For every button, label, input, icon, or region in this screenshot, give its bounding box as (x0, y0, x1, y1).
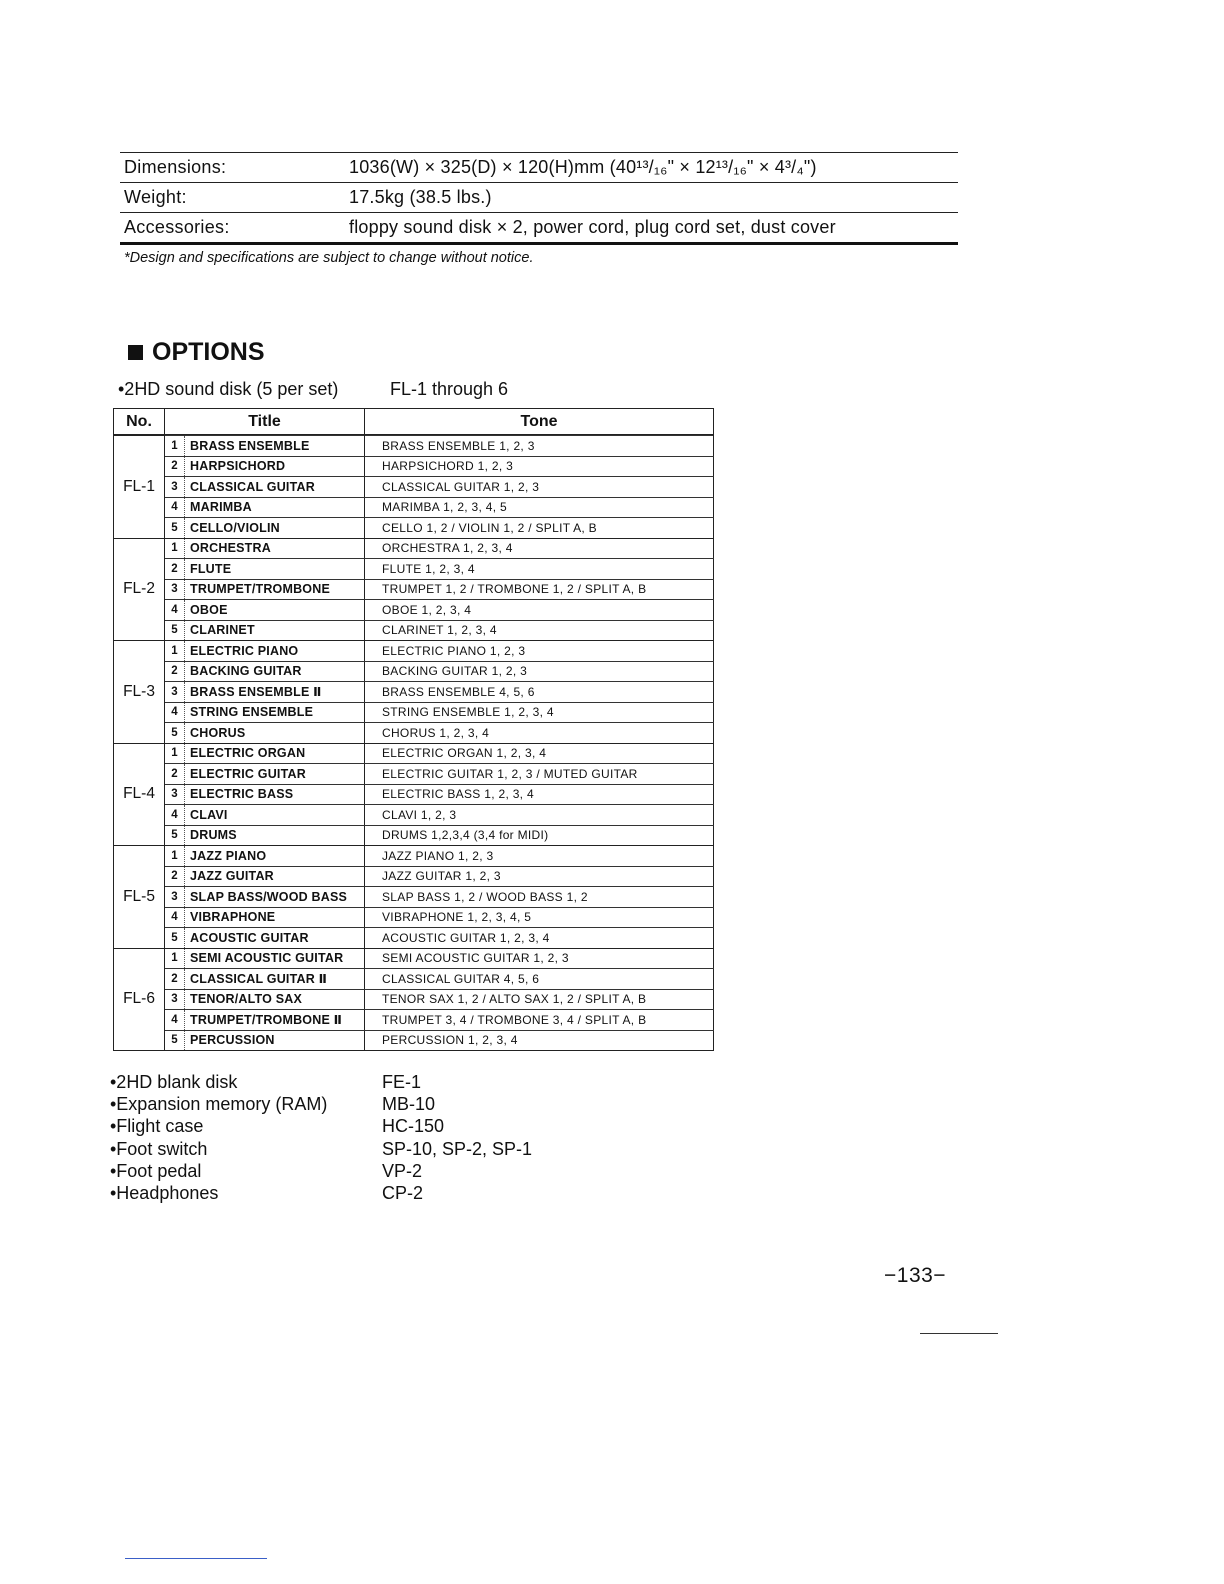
table-header-row (114, 409, 714, 435)
table-row (114, 887, 714, 908)
item-tone: DRUMS 1,2,3,4 (3,4 for MIDI) (365, 825, 714, 846)
item-tone: PERCUSSION 1, 2, 3, 4 (365, 1030, 714, 1051)
item-tone: TRUMPET 1, 2 / TROMBONE 1, 2 / SPLIT A, B (365, 579, 714, 600)
table-row (114, 559, 714, 580)
item-tone: ELECTRIC GUITAR 1, 2, 3 / MUTED GUITAR (365, 764, 714, 785)
table-row (114, 477, 714, 498)
item-tone: CLASSICAL GUITAR 1, 2, 3 (365, 477, 714, 498)
accessory-model: HC-150 (382, 1116, 445, 1137)
item-tone: SLAP BASS 1, 2 / WOOD BASS 1, 2 (365, 887, 714, 908)
item-title: BACKING GUITAR (185, 661, 365, 682)
item-index: 4 (165, 805, 185, 826)
item-index: 4 (165, 600, 185, 621)
spec-value: 17.5kg (38.5 lbs.) (349, 187, 492, 207)
accessory-name: •Foot pedal (110, 1160, 202, 1181)
table-row (114, 518, 714, 539)
accessory-model: CP-2 (382, 1183, 424, 1204)
accessories-list (110, 1071, 532, 1205)
black-square-icon (128, 345, 143, 360)
item-tone: ACOUSTIC GUITAR 1, 2, 3, 4 (365, 928, 714, 949)
item-title: ELECTRIC BASS (185, 784, 365, 805)
group-number: FL-1 (114, 436, 165, 539)
table-row (114, 866, 714, 887)
item-tone: CHORUS 1, 2, 3, 4 (365, 723, 714, 744)
item-index: 3 (165, 682, 185, 703)
table-row (114, 661, 714, 682)
spec-label: Dimensions: (124, 157, 227, 177)
spec-value: floppy sound disk × 2, power cord, plug cord set, dust cover (349, 217, 836, 237)
spec-label: Accessories: (124, 217, 230, 237)
footer-rule (920, 1333, 998, 1334)
item-tone: VIBRAPHONE 1, 2, 3, 4, 5 (365, 907, 714, 928)
sound-disk-description: •2HD sound disk (5 per set) (118, 379, 339, 399)
table-row (114, 702, 714, 723)
item-title: SLAP BASS/WOOD BASS (185, 887, 365, 908)
item-tone: CLAVI 1, 2, 3 (365, 805, 714, 826)
item-index: 1 (165, 743, 185, 764)
item-index: 4 (165, 702, 185, 723)
item-index: 2 (165, 661, 185, 682)
table-row (114, 497, 714, 518)
list-item (110, 1182, 532, 1204)
item-tone: BRASS ENSEMBLE 4, 5, 6 (365, 682, 714, 703)
item-tone: CELLO 1, 2 / VIOLIN 1, 2 / SPLIT A, B (365, 518, 714, 539)
item-title: FLUTE (185, 559, 365, 580)
item-title: HARPSICHORD (185, 456, 365, 477)
item-title: ELECTRIC GUITAR (185, 764, 365, 785)
item-index: 3 (165, 784, 185, 805)
item-title: MARIMBA (185, 497, 365, 518)
page-number: −133− (884, 1264, 947, 1287)
table-row (114, 928, 714, 949)
item-index: 5 (165, 723, 185, 744)
table-row (114, 641, 714, 662)
item-index: 5 (165, 1030, 185, 1051)
options-heading (128, 338, 265, 367)
item-title: ELECTRIC PIANO (185, 641, 365, 662)
spec-disclaimer-note: *Design and specifications are subject to change without notice. (124, 250, 534, 266)
list-item (110, 1138, 532, 1160)
spec-row-weight (120, 183, 958, 213)
item-title: PERCUSSION (185, 1030, 365, 1051)
sound-disk-line (118, 379, 508, 400)
table-row (114, 989, 714, 1010)
item-index: 2 (165, 559, 185, 580)
group-number: FL-6 (114, 948, 165, 1051)
item-tone: CLARINET 1, 2, 3, 4 (365, 620, 714, 641)
item-title: TRUMPET/TROMBONE (185, 579, 365, 600)
item-tone: BACKING GUITAR 1, 2, 3 (365, 661, 714, 682)
item-index: 4 (165, 1010, 185, 1031)
item-index: 5 (165, 620, 185, 641)
item-tone: ELECTRIC ORGAN 1, 2, 3, 4 (365, 743, 714, 764)
item-index: 2 (165, 764, 185, 785)
table-row (114, 1030, 714, 1051)
table-row (114, 456, 714, 477)
spec-row-accessories (120, 213, 958, 245)
table-row (114, 1010, 714, 1031)
table-row (114, 723, 714, 744)
item-title: VIBRAPHONE (185, 907, 365, 928)
item-index: 2 (165, 969, 185, 990)
item-title: ACOUSTIC GUITAR (185, 928, 365, 949)
sound-disk-range: FL-1 through 6 (390, 379, 509, 399)
item-tone: ELECTRIC PIANO 1, 2, 3 (365, 641, 714, 662)
item-tone: BRASS ENSEMBLE 1, 2, 3 (365, 436, 714, 457)
accessory-name: •Foot switch (110, 1138, 208, 1159)
item-title: ELECTRIC ORGAN (185, 743, 365, 764)
item-index: 3 (165, 477, 185, 498)
group-number: FL-3 (114, 641, 165, 744)
group-number: FL-5 (114, 846, 165, 949)
item-title: TENOR/ALTO SAX (185, 989, 365, 1010)
item-index: 5 (165, 518, 185, 539)
table-row (114, 846, 714, 867)
table-row (114, 436, 714, 457)
list-item (110, 1071, 532, 1093)
accessory-model: FE-1 (382, 1071, 422, 1092)
table-row (114, 784, 714, 805)
table-row (114, 907, 714, 928)
item-tone: ELECTRIC BASS 1, 2, 3, 4 (365, 784, 714, 805)
item-tone: ORCHESTRA 1, 2, 3, 4 (365, 538, 714, 559)
item-tone: TRUMPET 3, 4 / TROMBONE 3, 4 / SPLIT A, B (365, 1010, 714, 1031)
item-index: 3 (165, 579, 185, 600)
list-item (110, 1160, 532, 1182)
item-index: 4 (165, 497, 185, 518)
item-title: CLARINET (185, 620, 365, 641)
item-index: 4 (165, 907, 185, 928)
header-no: No. (114, 409, 165, 435)
sound-disk-table (113, 408, 714, 1051)
item-index: 5 (165, 928, 185, 949)
group-number: FL-2 (114, 538, 165, 641)
item-tone: OBOE 1, 2, 3, 4 (365, 600, 714, 621)
item-title: TRUMPET/TROMBONE Ⅱ (185, 1010, 365, 1031)
item-tone: CLASSICAL GUITAR 4, 5, 6 (365, 969, 714, 990)
table-row (114, 682, 714, 703)
item-tone: JAZZ GUITAR 1, 2, 3 (365, 866, 714, 887)
item-title: STRING ENSEMBLE (185, 702, 365, 723)
item-title: CHORUS (185, 723, 365, 744)
item-index: 3 (165, 887, 185, 908)
table-row (114, 620, 714, 641)
item-index: 1 (165, 846, 185, 867)
item-title: CLASSICAL GUITAR (185, 477, 365, 498)
item-title: BRASS ENSEMBLE Ⅱ (185, 682, 365, 703)
item-index: 3 (165, 989, 185, 1010)
item-tone: STRING ENSEMBLE 1, 2, 3, 4 (365, 702, 714, 723)
table-row (114, 579, 714, 600)
accessory-model: MB-10 (382, 1093, 436, 1114)
list-item (110, 1093, 532, 1115)
item-index: 1 (165, 436, 185, 457)
list-item (110, 1116, 532, 1138)
spec-label: Weight: (124, 187, 187, 207)
bottom-rule (125, 1558, 267, 1559)
accessory-name: •Flight case (110, 1116, 204, 1137)
item-title: SEMI ACOUSTIC GUITAR (185, 948, 365, 969)
item-index: 2 (165, 456, 185, 477)
table-row (114, 743, 714, 764)
item-title: JAZZ GUITAR (185, 866, 365, 887)
item-title: CLASSICAL GUITAR Ⅱ (185, 969, 365, 990)
accessory-name: •Headphones (110, 1183, 219, 1204)
item-index: 1 (165, 948, 185, 969)
item-index: 1 (165, 538, 185, 559)
accessory-name: •Expansion memory (RAM) (110, 1093, 328, 1114)
spec-row-dimensions (120, 153, 958, 183)
table-row (114, 825, 714, 846)
table-row (114, 538, 714, 559)
item-title: DRUMS (185, 825, 365, 846)
table-body (114, 435, 714, 1051)
item-title: CLAVI (185, 805, 365, 826)
table-row (114, 969, 714, 990)
item-tone: TENOR SAX 1, 2 / ALTO SAX 1, 2 / SPLIT A, B (365, 989, 714, 1010)
item-title: OBOE (185, 600, 365, 621)
item-title: BRASS ENSEMBLE (185, 436, 365, 457)
specifications-block (120, 152, 958, 266)
table-row (114, 948, 714, 969)
header-title: Title (165, 409, 365, 435)
accessory-name: •2HD blank disk (110, 1071, 238, 1092)
item-index: 1 (165, 641, 185, 662)
table-row (114, 764, 714, 785)
item-title: JAZZ PIANO (185, 846, 365, 867)
table-row (114, 805, 714, 826)
accessory-model: VP-2 (382, 1160, 423, 1181)
item-tone: FLUTE 1, 2, 3, 4 (365, 559, 714, 580)
item-index: 2 (165, 866, 185, 887)
header-tone: Tone (365, 409, 714, 435)
item-tone: SEMI ACOUSTIC GUITAR 1, 2, 3 (365, 948, 714, 969)
item-title: ORCHESTRA (185, 538, 365, 559)
accessory-model: SP-10, SP-2, SP-1 (382, 1138, 533, 1159)
item-tone: MARIMBA 1, 2, 3, 4, 5 (365, 497, 714, 518)
table-row (114, 600, 714, 621)
item-tone: JAZZ PIANO 1, 2, 3 (365, 846, 714, 867)
group-number: FL-4 (114, 743, 165, 846)
item-title: CELLO/VIOLIN (185, 518, 365, 539)
item-tone: HARPSICHORD 1, 2, 3 (365, 456, 714, 477)
options-heading-text: OPTIONS (152, 338, 265, 366)
item-index: 5 (165, 825, 185, 846)
spec-value: 1036(W) × 325(D) × 120(H)mm (40¹³/₁₆" × 12¹³/₁₆" × 4³/₄") (349, 157, 817, 177)
